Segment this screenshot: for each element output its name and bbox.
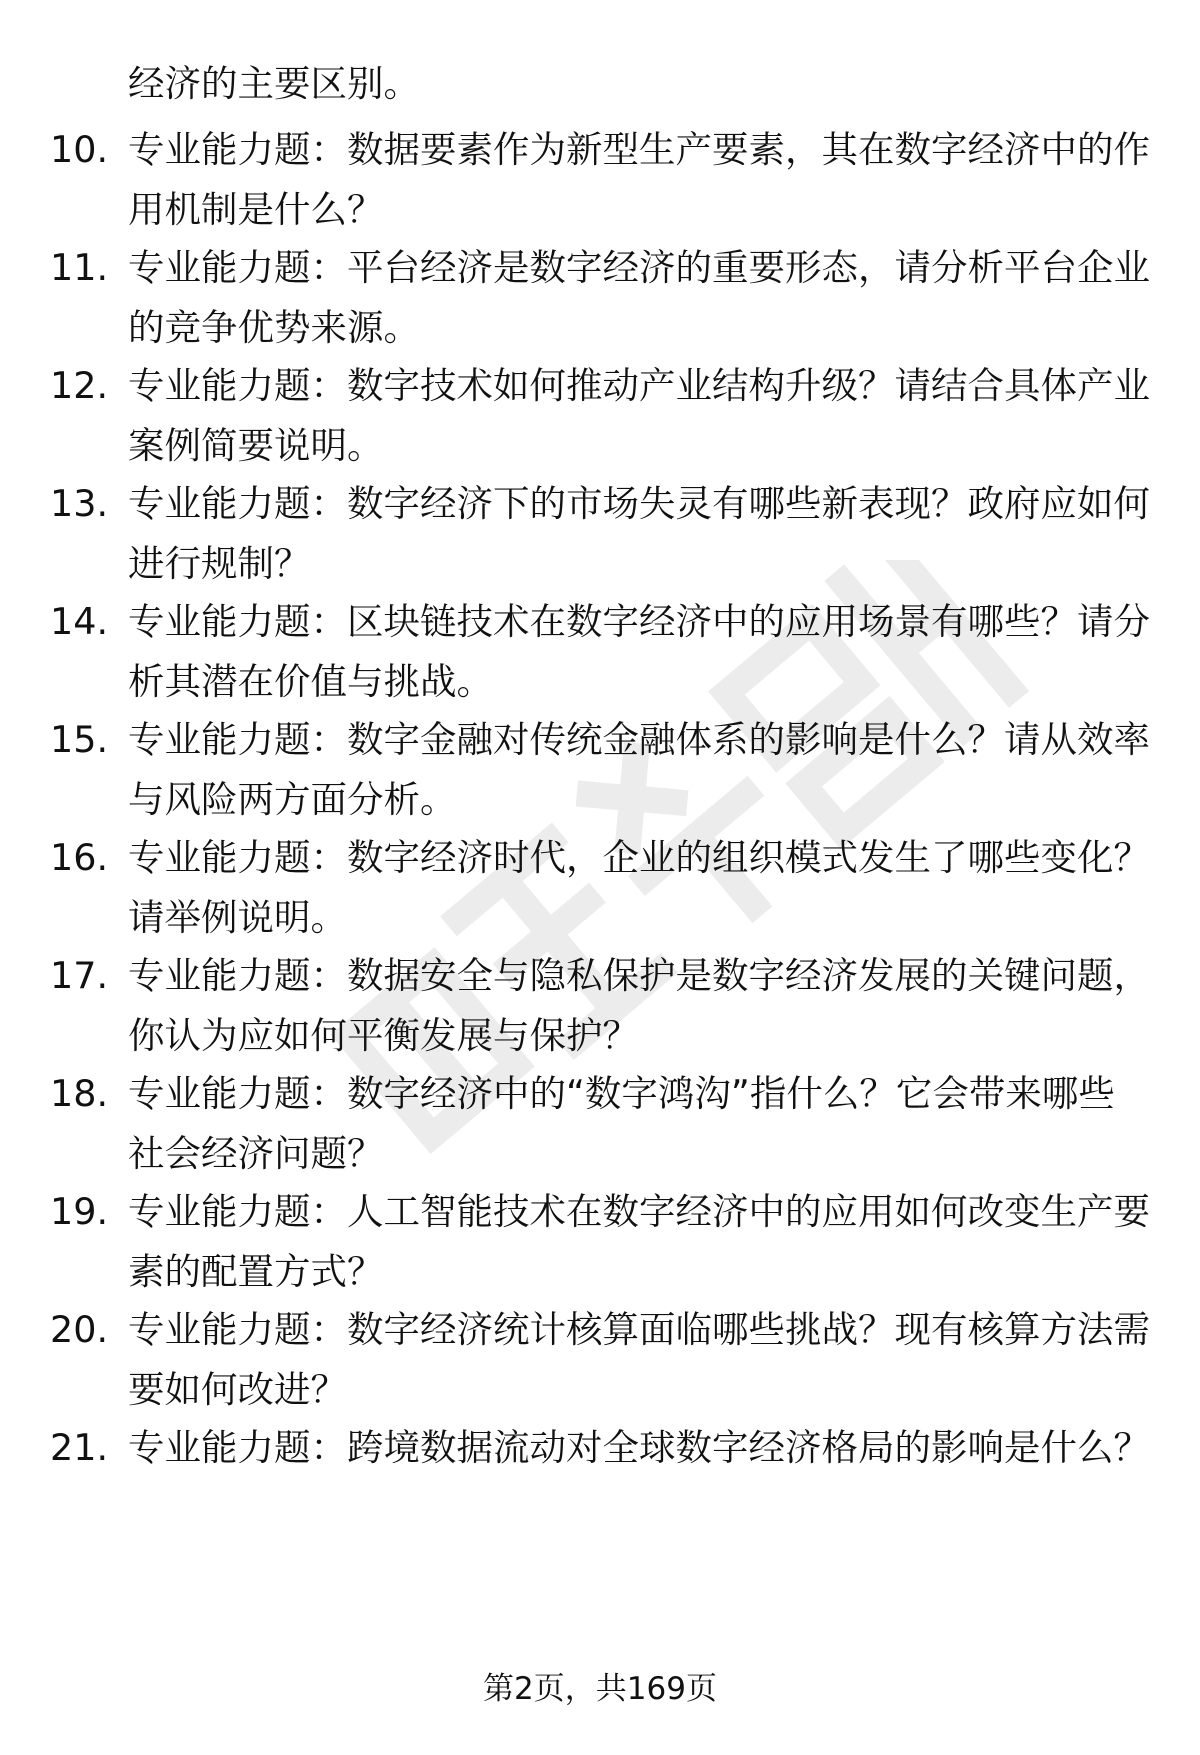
list-item bbox=[50, 946, 1160, 1076]
question-text-line: 专业能力题：人工智能技术在数字经济中的应用如何改变生产要 bbox=[128, 1190, 1150, 1233]
question-text-line: 用机制是什么？ bbox=[128, 188, 384, 231]
question-number: 13. bbox=[50, 482, 109, 525]
list-item bbox=[50, 1064, 1160, 1194]
question-text-line: 你认为应如何平衡发展与保护？ bbox=[128, 1014, 639, 1057]
question-number: 14. bbox=[50, 600, 109, 643]
question-text bbox=[128, 1182, 1160, 1302]
question-text-line: 社会经济问题？ bbox=[128, 1132, 384, 1175]
question-text-line: 进行规制？ bbox=[128, 542, 311, 585]
list-item bbox=[50, 710, 1160, 840]
question-text-line: 专业能力题：数据安全与隐私保护是数字经济发展的关键问题， bbox=[128, 954, 1150, 997]
question-number: 16. bbox=[50, 836, 109, 879]
question-text-line: 案例简要说明。 bbox=[128, 424, 384, 467]
list-item bbox=[50, 356, 1160, 486]
question-text-line: 专业能力题：数字技术如何推动产业结构升级？请结合具体产业 bbox=[128, 364, 1150, 407]
question-text bbox=[128, 1300, 1160, 1420]
question-number: 15. bbox=[50, 718, 109, 761]
question-text-line: 专业能力题：平台经济是数字经济的重要形态，请分析平台企业 bbox=[128, 246, 1150, 289]
question-text bbox=[128, 120, 1160, 240]
question-text bbox=[128, 946, 1160, 1066]
list-item bbox=[50, 1182, 1160, 1312]
question-number: 12. bbox=[50, 364, 109, 407]
question-text-line: 专业能力题：数字经济中的“数字鸿沟”指什么？它会带来哪些 bbox=[128, 1072, 1115, 1115]
question-text-line: 专业能力题：数字经济统计核算面临哪些挑战？现有核算方法需 bbox=[128, 1308, 1150, 1351]
question-text-line: 的竞争优势来源。 bbox=[128, 306, 420, 349]
question-text-line: 与风险两方面分析。 bbox=[128, 778, 457, 821]
question-text bbox=[128, 1064, 1160, 1184]
question-number: 21. bbox=[50, 1426, 109, 1469]
question-text bbox=[128, 1418, 1160, 1478]
list-item bbox=[50, 238, 1160, 368]
question-text-line: 专业能力题：区块链技术在数字经济中的应用场景有哪些？请分 bbox=[128, 600, 1150, 643]
question-text-line: 素的配置方式？ bbox=[128, 1250, 384, 1293]
question-text-line: 析其潜在价值与挑战。 bbox=[128, 660, 493, 703]
question-text bbox=[128, 356, 1160, 476]
list-item bbox=[50, 474, 1160, 604]
question-text bbox=[128, 710, 1160, 830]
page-footer: 第2页，共169页 bbox=[483, 1671, 717, 1707]
question-number: 20. bbox=[50, 1308, 109, 1351]
list-item bbox=[50, 592, 1160, 722]
question-text-line: 专业能力题：数字经济时代，企业的组织模式发生了哪些变化？ bbox=[128, 836, 1150, 879]
question-text-line: 请举例说明。 bbox=[128, 896, 347, 939]
question-number: 11. bbox=[50, 246, 109, 289]
question-number: 18. bbox=[50, 1072, 109, 1115]
question-text bbox=[128, 474, 1160, 594]
question-number: 17. bbox=[50, 954, 109, 997]
list-item bbox=[50, 120, 1160, 250]
list-item bbox=[50, 828, 1160, 958]
question-text bbox=[128, 592, 1160, 712]
list-item bbox=[50, 1300, 1160, 1430]
question-text-line: 专业能力题：数字金融对传统金融体系的影响是什么？请从效率 bbox=[128, 718, 1150, 761]
question-text bbox=[128, 828, 1160, 948]
question-number: 19. bbox=[50, 1190, 109, 1233]
question-text-line: 要如何改进？ bbox=[128, 1368, 347, 1411]
continuation-text: 经济的主要区别。 bbox=[128, 62, 420, 105]
question-text bbox=[128, 238, 1160, 358]
question-text-line: 专业能力题：数字经济下的市场失灵有哪些新表现？政府应如何 bbox=[128, 482, 1150, 525]
question-number: 10. bbox=[50, 128, 109, 171]
question-text-line: 专业能力题：数据要素作为新型生产要素，其在数字经济中的作 bbox=[128, 128, 1150, 171]
list-item bbox=[50, 1418, 1160, 1548]
question-text-line: 专业能力题：跨境数据流动对全球数字经济格局的影响是什么？ bbox=[128, 1426, 1150, 1469]
